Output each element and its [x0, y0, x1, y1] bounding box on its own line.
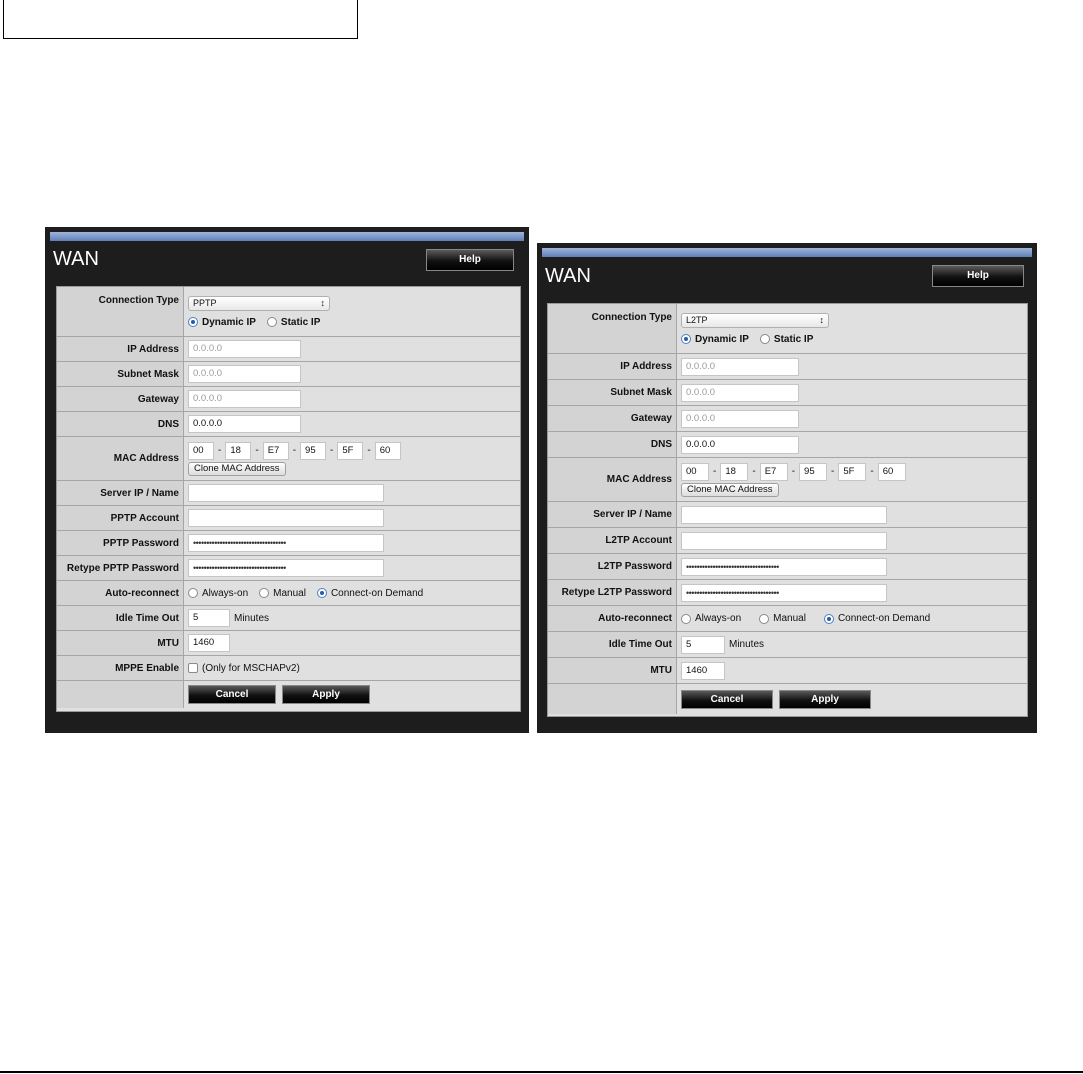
panel-title-bar	[50, 232, 524, 241]
panel-title-bar	[542, 248, 1032, 257]
server-row	[548, 502, 1027, 528]
connection-type-select[interactable]: L2TP ↕	[681, 313, 829, 328]
bottom-rule	[0, 1071, 1083, 1073]
mac-octet-input[interactable]: 5F	[838, 463, 866, 481]
password-input[interactable]: •••••••••••••••••••••••••••••••••••	[188, 534, 384, 552]
mac-octet-input[interactable]: 95	[799, 463, 827, 481]
actions-row	[57, 681, 520, 708]
gateway-label: Gateway	[57, 387, 184, 411]
mac-octet-input[interactable]: E7	[760, 463, 788, 481]
clone-mac-address-button[interactable]: Clone MAC Address	[188, 462, 286, 476]
wan-pptp-panel	[45, 227, 529, 733]
mac-octet-input[interactable]: 60	[878, 463, 906, 481]
connect-on-demand-radio[interactable]	[317, 588, 327, 598]
dynamic-ip-radio[interactable]	[188, 317, 198, 327]
server-label: Server IP / Name	[57, 481, 184, 505]
ip-address-label: IP Address	[57, 337, 184, 361]
subnet-mask-label: Subnet Mask	[57, 362, 184, 386]
subnet-mask-input[interactable]: 0.0.0.0	[188, 365, 301, 383]
actions-row	[548, 684, 1027, 714]
idle-time-out-label: Idle Time Out	[548, 632, 677, 657]
mac-octet-input[interactable]: 5F	[337, 442, 363, 460]
account-input[interactable]	[681, 532, 887, 550]
connection-type-label: Connection Type	[57, 287, 184, 336]
mac-address-row: MAC Address 00 - 18 - E7 - 95 - 5F - 60 Clone MAC Address	[548, 458, 1027, 502]
mac-octet-input[interactable]: 00	[681, 463, 709, 481]
server-input[interactable]	[188, 484, 384, 502]
server-label: Server IP / Name	[548, 502, 677, 527]
dns-row	[57, 412, 520, 437]
account-label: L2TP Account	[548, 528, 677, 553]
help-button[interactable]: Help	[426, 249, 514, 271]
auto-reconnect-row: Auto-reconnect Always-on Manual Connect-on Demand	[57, 581, 520, 606]
retype-password-row	[548, 580, 1027, 606]
dynamic-ip-radio[interactable]	[681, 334, 691, 344]
mac-octet-input[interactable]: 00	[188, 442, 214, 460]
always-on-radio[interactable]	[188, 588, 198, 598]
mac-octet-input[interactable]: E7	[263, 442, 289, 460]
subnet-mask-label: Subnet Mask	[548, 380, 677, 405]
wan-form	[547, 303, 1028, 717]
gateway-label: Gateway	[548, 406, 677, 431]
ip-address-row	[548, 354, 1027, 380]
manual-radio[interactable]	[259, 588, 269, 598]
subnet-mask-row	[548, 380, 1027, 406]
idle-time-out-label: Idle Time Out	[57, 606, 184, 630]
static-ip-radio[interactable]	[267, 317, 277, 327]
auto-reconnect-row: Auto-reconnect Always-on Manual Connect-on Demand	[548, 606, 1027, 632]
gateway-input[interactable]: 0.0.0.0	[681, 410, 799, 428]
retype-password-row	[57, 556, 520, 581]
password-row	[57, 531, 520, 556]
password-label: L2TP Password	[548, 554, 677, 579]
dns-input[interactable]: 0.0.0.0	[188, 415, 301, 433]
idle-time-out-row	[57, 606, 520, 631]
clone-mac-address-button[interactable]: Clone MAC Address	[681, 483, 779, 497]
static-ip-radio[interactable]	[760, 334, 770, 344]
retype-password-input[interactable]: •••••••••••••••••••••••••••••••••••	[188, 559, 384, 577]
ip-address-input[interactable]: 0.0.0.0	[188, 340, 301, 358]
gateway-row	[548, 406, 1027, 432]
idle-time-out-input[interactable]: 5	[681, 636, 725, 654]
mac-octet-input[interactable]: 60	[375, 442, 401, 460]
connection-type-row: Connection Type L2TP ↕ Dynamic IP Static IP	[548, 304, 1027, 354]
mppe-note: (Only for MSCHAPv2)	[202, 662, 300, 674]
ip-address-row	[57, 337, 520, 362]
mppe-checkbox[interactable]	[188, 663, 198, 673]
mtu-label: MTU	[57, 631, 184, 655]
dns-label: DNS	[548, 432, 677, 457]
cancel-button[interactable]: Cancel	[681, 690, 773, 709]
mppe-label: MPPE Enable	[57, 656, 184, 680]
apply-button[interactable]: Apply	[282, 685, 370, 704]
wan-title: WAN	[545, 265, 591, 287]
password-label: PPTP Password	[57, 531, 184, 555]
auto-reconnect-label: Auto-reconnect	[548, 606, 677, 631]
mac-octet-input[interactable]: 95	[300, 442, 326, 460]
auto-reconnect-label: Auto-reconnect	[57, 581, 184, 605]
subnet-mask-input[interactable]: 0.0.0.0	[681, 384, 799, 402]
account-row	[57, 506, 520, 531]
mac-address-row: MAC Address 00 - 18 - E7 - 95 - 5F - 60 Clone MAC Address	[57, 437, 520, 481]
cancel-button[interactable]: Cancel	[188, 685, 276, 704]
account-label: PPTP Account	[57, 506, 184, 530]
mtu-label: MTU	[548, 658, 677, 683]
server-input[interactable]	[681, 506, 887, 524]
mtu-input[interactable]: 1460	[681, 662, 725, 680]
server-row	[57, 481, 520, 506]
retype-password-label: Retype L2TP Password	[548, 580, 677, 605]
mac-address-label: MAC Address	[57, 437, 184, 480]
idle-time-out-row	[548, 632, 1027, 658]
header-box	[3, 0, 358, 39]
subnet-mask-row	[57, 362, 520, 387]
apply-button[interactable]: Apply	[779, 690, 871, 709]
help-button[interactable]: Help	[932, 265, 1024, 287]
minutes-unit: Minutes	[729, 639, 765, 650]
dns-input[interactable]: 0.0.0.0	[681, 436, 799, 454]
password-row	[548, 554, 1027, 580]
retype-password-input[interactable]: •••••••••••••••••••••••••••••••••••	[681, 584, 887, 602]
idle-time-out-input[interactable]: 5	[188, 609, 230, 627]
password-input[interactable]: •••••••••••••••••••••••••••••••••••	[681, 558, 887, 576]
connection-type-select[interactable]: PPTP ↕	[188, 296, 330, 311]
account-row	[548, 528, 1027, 554]
manual-radio[interactable]	[759, 614, 769, 624]
mac-octet-input[interactable]: 18	[720, 463, 748, 481]
wan-title: WAN	[53, 248, 99, 270]
dns-label: DNS	[57, 412, 184, 436]
gateway-input[interactable]: 0.0.0.0	[188, 390, 301, 408]
mtu-input[interactable]: 1460	[188, 634, 230, 652]
connect-on-demand-radio[interactable]	[824, 614, 834, 624]
gateway-row	[57, 387, 520, 412]
mac-address-label: MAC Address	[548, 458, 677, 501]
wan-form	[56, 286, 521, 712]
connection-type-label: Connection Type	[548, 304, 677, 353]
dns-row	[548, 432, 1027, 458]
mppe-row	[57, 656, 520, 681]
mtu-row	[57, 631, 520, 656]
retype-password-label: Retype PPTP Password	[57, 556, 184, 580]
connection-type-row: Connection Type PPTP ↕ Dynamic IP Static IP	[57, 287, 520, 337]
mtu-row	[548, 658, 1027, 684]
account-input[interactable]	[188, 509, 384, 527]
ip-address-input[interactable]: 0.0.0.0	[681, 358, 799, 376]
wan-l2tp-panel	[537, 243, 1037, 733]
minutes-unit: Minutes	[234, 612, 270, 624]
select-arrow-icon: ↕	[320, 297, 325, 308]
mac-octet-input[interactable]: 18	[225, 442, 251, 460]
select-arrow-icon: ↕	[819, 314, 824, 325]
always-on-radio[interactable]	[681, 614, 691, 624]
ip-address-label: IP Address	[548, 354, 677, 379]
